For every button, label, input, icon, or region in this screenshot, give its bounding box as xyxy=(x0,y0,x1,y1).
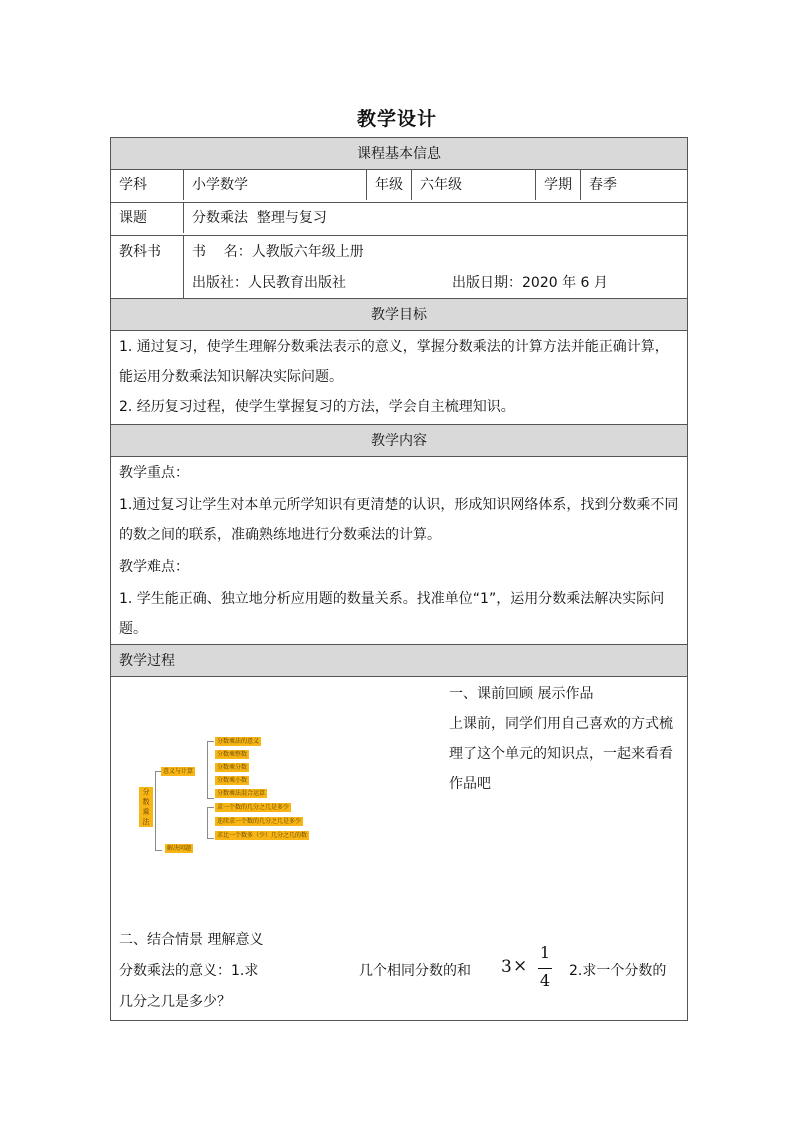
mindmap-item: 分数乘法的意义 xyxy=(217,738,260,745)
mindmap-root-bracket xyxy=(155,771,162,851)
textbook-details xyxy=(183,236,687,299)
mindmap-item: 求比一个数多（少）几分之几的数 xyxy=(217,832,308,839)
grade-label: 年级 xyxy=(366,170,411,200)
subject-row xyxy=(111,170,687,203)
mindmap-branch-2-bracket xyxy=(207,807,214,839)
term-label: 学期 xyxy=(535,170,580,200)
textbook-book-name: 书 名：人教版六年级上册 xyxy=(192,244,364,260)
mindmap-item: 求一个数的几分之几是多少 xyxy=(217,804,290,811)
term-value: 春季 xyxy=(580,170,687,200)
goal-item-2: 2. 经历复习过程，使学生掌握复习的方法，学会自主梳理知识。 xyxy=(119,399,515,415)
mindmap-item: 分数乘小数 xyxy=(217,777,248,784)
page-title: 教学设计 xyxy=(356,108,437,130)
grade-value: 六年级 xyxy=(411,170,536,200)
textbook-label: 教科书 xyxy=(119,244,161,260)
formula-three-times-quarter xyxy=(501,943,557,995)
lesson-plan-table xyxy=(110,137,688,1021)
subject-value: 小学数学 xyxy=(183,170,368,200)
textbook-publish-date: 出版日期：2020 年 6 月 xyxy=(452,275,608,291)
meaning-suffix: 2.求一个分数的 xyxy=(569,963,667,979)
textbook-row xyxy=(111,236,687,299)
formula-denominator: 4 xyxy=(539,971,551,990)
mindmap-branch-1: 意义与计算 xyxy=(163,768,194,775)
key-points-label: 教学重点： xyxy=(119,465,189,481)
formula-whole: 3 xyxy=(501,957,512,977)
textbook-publisher: 出版社：人民教育出版社 xyxy=(192,275,346,291)
step2-title: 二、结合情景 理解意义 xyxy=(119,932,264,948)
topic-value: 分数乘法 整理与复习 xyxy=(183,203,687,233)
step1-title: 一、课前回顾 展示作品 xyxy=(449,686,594,702)
meaning-mid: 几个相同分数的和 xyxy=(359,963,471,979)
formula-fraction-bar xyxy=(538,968,552,969)
topic-label: 课题 xyxy=(119,210,147,226)
mindmap-root: 分数乘法 xyxy=(139,787,153,827)
mindmap-branch-1-bracket xyxy=(207,741,214,799)
formula-times-sign: × xyxy=(513,956,528,976)
section-header-content: 教学内容 xyxy=(111,425,687,457)
mindmap-item: 连续求一个数的几分之几是多少 xyxy=(217,818,302,825)
topic-row xyxy=(111,203,687,236)
step1-text: 上课前，同学们用自己喜欢的方式梳理了这个单元的知识点，一起来看看作品吧 xyxy=(449,716,673,792)
goals-body xyxy=(111,331,687,425)
subject-label: 学科 xyxy=(119,177,147,193)
goal-item-1: 1. 通过复习，使学生理解分数乘法表示的意义，掌握分数乘法的计算方法并能正确计算，能运用分数乘法知识解决实际问题。 xyxy=(119,339,669,385)
meaning-prefix: 分数乘法的意义：1.求 xyxy=(119,963,259,979)
key-points-text: 1.通过复习让学生对本单元所学知识有更清楚的认识，形成知识网络体系，找到分数乘不同的数之间的联系，准确熟练地进行分数乘法的计算。 xyxy=(119,497,679,543)
content-body xyxy=(111,457,687,645)
difficult-points-text: 1. 学生能正确、独立地分析应用题的数量关系。找准单位“1”，运用分数乘法解决实际问题。 xyxy=(119,591,665,637)
section-header-process: 教学过程 xyxy=(111,645,687,677)
section-header-basic-info: 课程基本信息 xyxy=(111,138,687,170)
process-body xyxy=(111,677,687,1020)
formula-numerator: 1 xyxy=(539,943,551,962)
knowledge-mindmap xyxy=(139,737,329,857)
mindmap-item: 分数乘整数 xyxy=(217,751,248,758)
mindmap-branch-2: 解决问题 xyxy=(167,845,192,852)
section-header-goals: 教学目标 xyxy=(111,299,687,331)
meaning-end: 几分之几是多少？ xyxy=(119,994,231,1010)
mindmap-item: 分数乘法混合运算 xyxy=(217,790,266,797)
mindmap-item: 分数乘分数 xyxy=(217,764,248,771)
difficult-points-label: 教学难点： xyxy=(119,559,189,575)
